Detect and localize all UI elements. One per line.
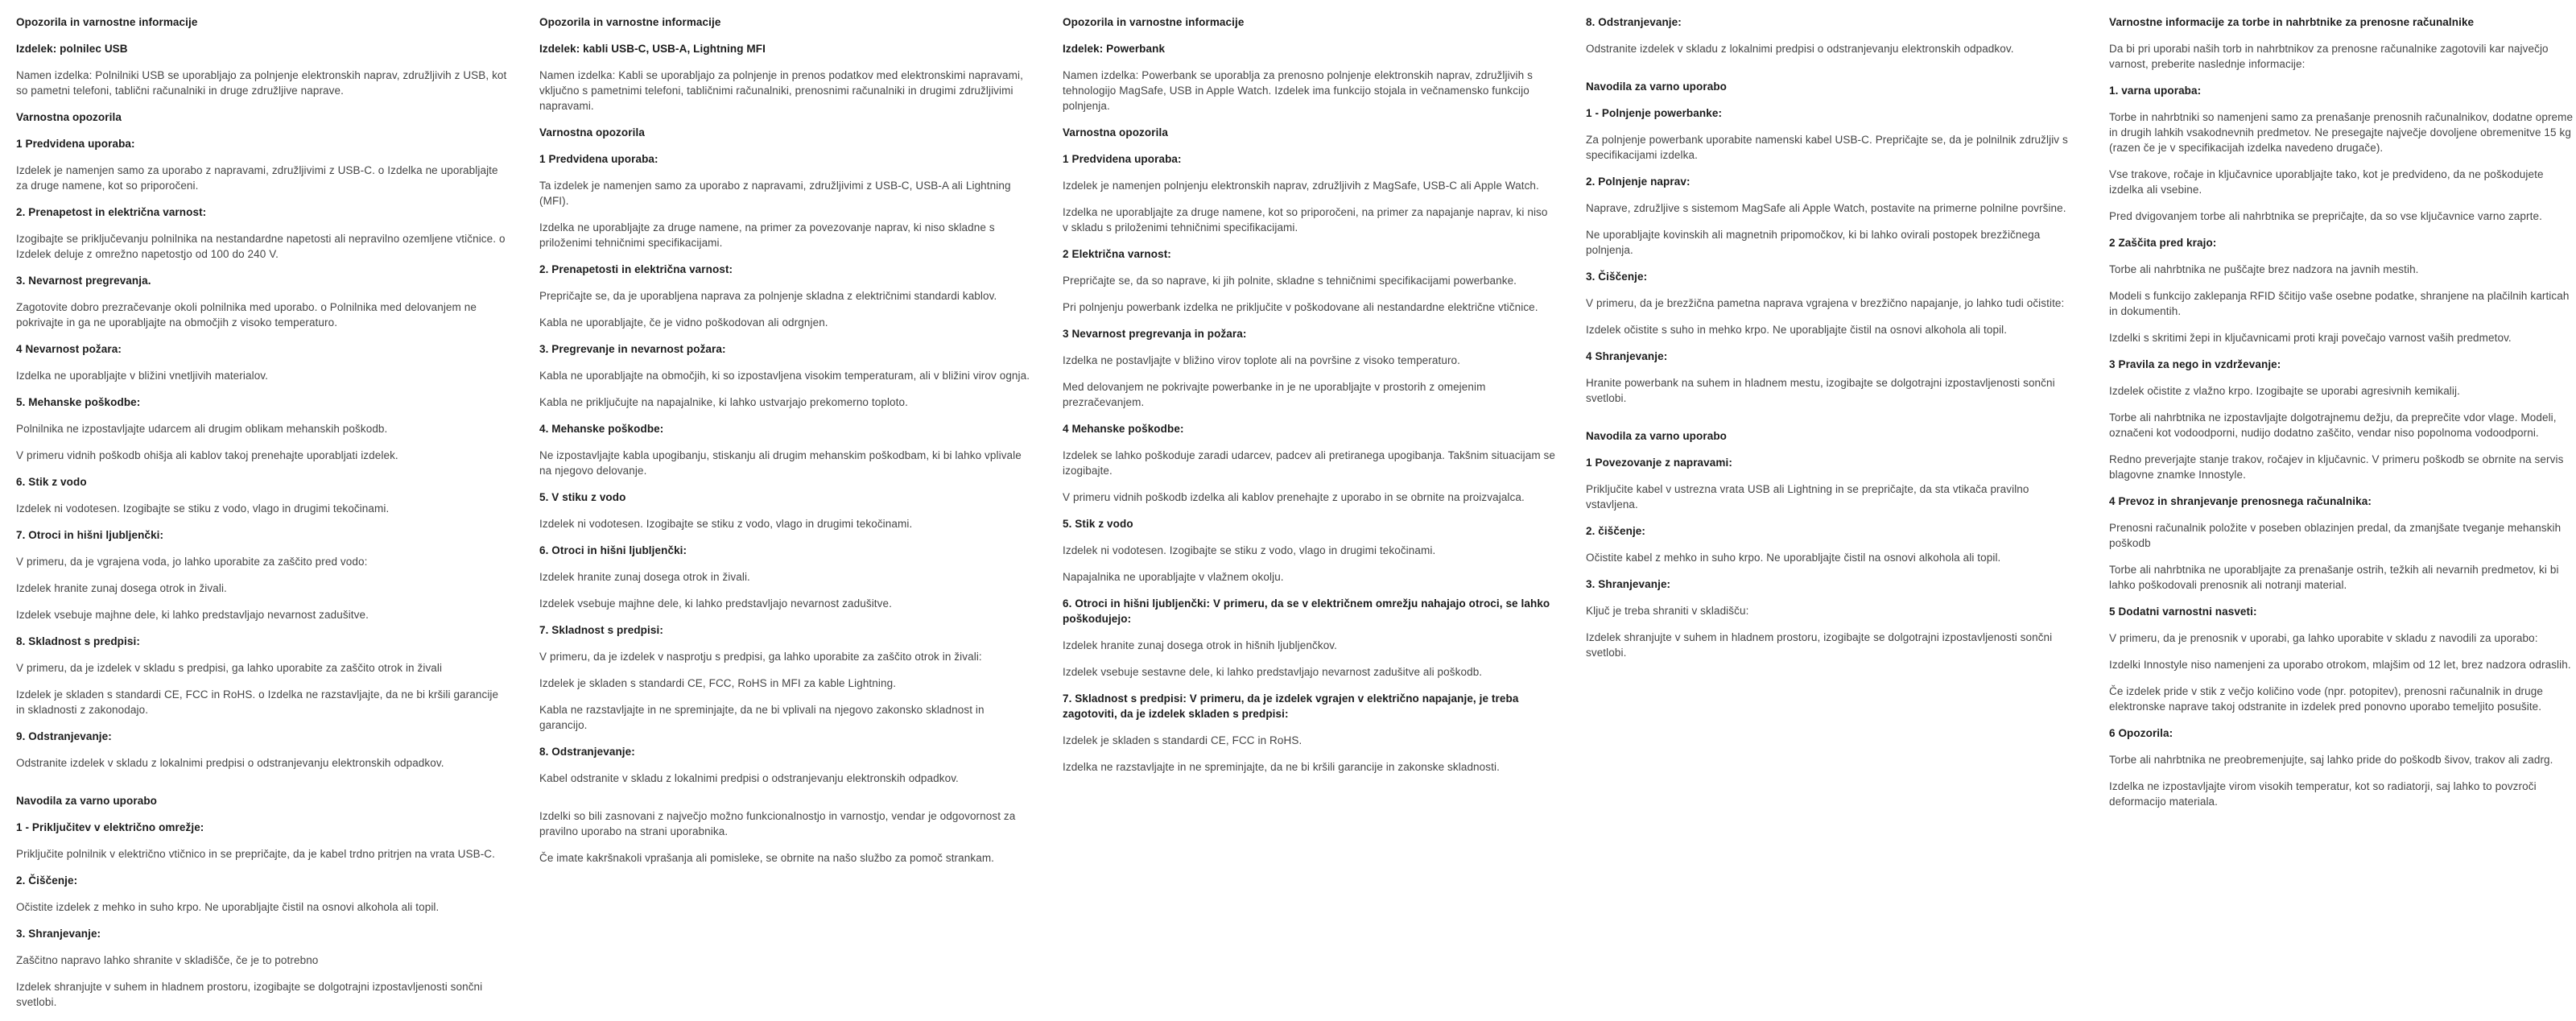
section-heading: 1 Predvidena uporaba: [1063,153,1182,165]
section-heading: 4. Mehanske poškodbe: [539,423,664,435]
paragraph: Izdelek vsebuje sestavne dele, ki lahko predstavljajo nevarnost zadušitve ali poškodb. [1063,666,1483,678]
paragraph: Izdelek shranjujte v suhem in hladnem prostoru, izogibajte se dolgotrajni izpostavljenosti sončni svetlobi. [1586,631,2053,659]
section-heading: Izdelek: Powerbank [1063,43,1166,55]
section-heading: 5. Mehanske poškodbe: [16,396,141,408]
paragraph: Kabla ne razstavljajte in ne spreminjajte, da ne bi vplivali na njegovo zakonsko skladnost in garancijo. [539,704,985,731]
paragraph: Torbe ali nahrbtnika ne puščajte brez nadzora na javnih mestih. [2109,263,2419,275]
section-heading: Navodila za varno uporabo [1586,81,1728,93]
paragraph: Izdelka ne postavljajte v bližino virov toplote ali na površine z visoko temperaturo. [1063,354,1460,366]
section-heading: 7. Skladnost s predpisi: V primeru, da je izdelek vgrajen v električno napajanje, je treba zagotoviti, da je izdelek skladen s predpisi: [1063,692,1519,720]
paragraph: Pred dvigovanjem torbe ali nahrbtnika se prepričajte, da so vse ključavnice varno zaprte. [2109,210,2542,222]
section-heading: 4 Nevarnost požara: [16,343,122,355]
paragraph: Prepričajte se, da so naprave, ki jih polnite, skladne s tehničnimi specifikacijami powerbanke. [1063,275,1517,287]
paragraph: Izdelek očistite z vlažno krpo. Izogibajte se uporabi agresivnih kemikalij. [2109,385,2460,397]
section-heading: 1 - Polnjenje powerbanke: [1586,107,1723,119]
paragraph: Naprave, združljive s sistemom MagSafe ali Apple Watch, postavite na primerne polnilne površine. [1586,202,2066,214]
section-heading: 6. Otroci in hišni ljubljenčki: [539,544,687,556]
paragraph: V primeru vidnih poškodb izdelka ali kablov prenehajte z uporabo in se obrnite na proizvajalca. [1063,491,1525,503]
column-cables-safety [539,14,1032,1021]
section-heading: Varnostna opozorila [16,111,122,123]
section-heading: 2 Zaščita pred krajo: [2109,237,2217,249]
paragraph: Ne izpostavljajte kabla upogibanju, stiskanju ali drugim mehanskim poškodbam, ki bi lahko vplivale na njegovo delovanje. [539,449,1022,477]
section-heading: Izdelek: kabli USB-C, USB-A, Lightning MFI [539,43,766,55]
section-heading: 2. Polnjenje naprav: [1586,176,1690,188]
section-heading: 3. Nevarnost pregrevanja. [16,275,151,287]
section-heading: Navodila za varno uporabo [1586,430,1728,442]
paragraph: Izogibajte se priključevanju polnilnika na nestandardne napetosti ali nepravilno ozemljene vtičnice. o Izdelek deluje z omrežno napetostjo od 100 do 240 V. [16,233,506,260]
paragraph: Torbe ali nahrbtnika ne izpostavljajte dolgotrajnemu dežju, da preprečite vdor vlage. Modeli, označeni kot vodoodporni, nudijo dodatno zaščito, vendar niso popolnoma vodoodporni. [2109,411,2557,439]
section-heading: 9. Odstranjevanje: [16,730,112,742]
paragraph: V primeru, da je prenosnik v uporabi, ga lahko uporabite v skladu z navodili za uporabo: [2109,632,2538,644]
section-heading: Opozorila in varnostne informacije [539,16,721,28]
paragraph: Polnilnika ne izpostavljajte udarcem ali drugim oblikam mehanskih poškodb. [16,423,388,435]
paragraph: Namen izdelka: Kabli se uporabljajo za polnjenje in prenos podatkov med elektronskimi napravami, vključno s pametnimi telefoni, tabličnimi računalniki, prenosnimi računalniki in drugimi združljivimi napravami. [539,69,1023,112]
paragraph: V primeru vidnih poškodb ohišja ali kablov takoj prenehajte uporabljati izdelek. [16,449,398,461]
paragraph: Med delovanjem ne pokrivajte powerbanke in je ne uporabljajte v prostorih z omejenim prezračevanjem. [1063,381,1486,408]
paragraph: V primeru, da je izdelek v skladu s predpisi, ga lahko uporabite za zaščito otrok in živali [16,662,443,674]
paragraph: Izdelek se lahko poškoduje zaradi udarcev, padcev ali pretiranega upogibanja. Takšnim situacijam se izogibajte. [1063,449,1556,477]
paragraph: Izdelki so bili zasnovani z največjo možno funkcionalnostjo in varnostjo, vendar je odgovornost za pravilno uporabo na strani uporabnika. [539,810,1016,837]
paragraph: Očistite izdelek z mehko in suho krpo. Ne uporabljajte čistil na osnovi alkohola ali topil. [16,901,440,913]
section-heading: 2 Električna varnost: [1063,248,1171,260]
paragraph: Namen izdelka: Powerbank se uporablja za prenosno polnjenje elektronskih naprav, združljivih s tehnologijo MagSafe, USB in Apple Watch. Izdelek ima funkcijo stojala in večnamensko funkcijo polnjenja. [1063,69,1533,112]
section-heading: Varnostne informacije za torbe in nahrbtnike za prenosne računalnike [2109,16,2475,28]
paragraph: Izdelek hranite zunaj dosega otrok in hišnih ljubljenčkov. [1063,639,1337,651]
paragraph: Izdelek je namenjen polnjenju elektronskih naprav, združljivih z MagSafe, USB-C ali Apple Watch. [1063,180,1539,192]
section-heading: Navodila za varno uporabo [16,795,158,807]
paragraph: Vse trakove, ročaje in ključavnice uporabljajte tako, kot je predvideno, da ne poškodujete izdelka ali vsebine. [2109,168,2544,196]
section-heading: 4 Shranjevanje: [1586,350,1668,362]
section-heading: 1 Predvidena uporaba: [539,153,658,165]
paragraph: V primeru, da je vgrajena voda, jo lahko uporabite za zaščito pred vodo: [16,556,368,568]
paragraph: Za polnjenje powerbank uporabite namenski kabel USB-C. Prepričajte se, da je polnilnik združljiv s specifikacijami izdelka. [1586,134,2068,161]
paragraph: Izdelek je skladen s standardi CE, FCC, RoHS in MFI za kable Lightning. [539,677,897,689]
section-heading: 2. Čiščenje: [16,874,78,887]
paragraph: Izdelka ne uporabljajte za druge namene, na primer za povezovanje naprav, ki niso skladne s priloženimi tehničnimi specifikacijami. [539,221,995,249]
paragraph: Izdelka ne razstavljajte in ne spreminjajte, da ne bi kršili garancije in zakonske skladnosti. [1063,761,1500,773]
section-heading: 3. Shranjevanje: [1586,578,1671,590]
section-heading: 8. Skladnost s predpisi: [16,635,140,647]
paragraph: Redno preverjajte stanje trakov, ročajev in ključavnic. V primeru poškodb se obrnite na servis blagovne znamke Innostyle. [2109,453,2564,481]
paragraph: Priključite kabel v ustrezna vrata USB ali Lightning in se prepričajte, da sta vtikača pravilno vstavljena. [1586,483,2029,510]
paragraph: Kabel odstranite v skladu z lokalnimi predpisi o odstranjevanju elektronskih odpadkov. [539,772,959,784]
section-heading: 5. Stik z vodo [1063,518,1133,530]
section-heading: 2. Prenapetost in električna varnost: [16,206,207,218]
section-heading: 8. Odstranjevanje: [539,746,635,758]
section-heading: Varnostna opozorila [539,126,645,138]
paragraph: Hranite powerbank na suhem in hladnem mestu, izogibajte se dolgotrajni izpostavljenosti sončni svetlobi. [1586,377,2055,404]
section-heading: 6. Stik z vodo [16,476,87,488]
paragraph: Napajalnika ne uporabljajte v vlažnem okolju. [1063,571,1284,583]
section-heading: 2. Prenapetosti in električna varnost: [539,263,733,275]
paragraph: Torbe ali nahrbtnika ne uporabljajte za prenašanje ostrih, težkih ali nevarnih predmetov, ki bi lahko poškodovali prenosnik ali notranji material. [2109,564,2559,591]
paragraph: Prenosni računalnik položite v poseben oblazinjen predal, da zmanjšate tveganje mehanskih poškodb [2109,522,2562,549]
section-heading: Varnostna opozorila [1063,126,1168,138]
paragraph: Izdelek ni vodotesen. Izogibajte se stiku z vodo, vlago in drugimi tekočinami. [16,502,390,515]
paragraph: Kabla ne uporabljajte na območjih, ki so izpostavljena visokim temperaturam, ali v bližini virov ognja. [539,370,1030,382]
section-heading: 1. varna uporaba: [2109,85,2202,97]
paragraph: Zagotovite dobro prezračevanje okoli polnilnika med uporabo. o Polnilnika med delovanjem ne pokrivajte in ga ne uporabljajte na območjih z visoko temperaturo. [16,301,477,329]
section-heading: 1 Povezovanje z napravami: [1586,457,1732,469]
section-heading: 4 Mehanske poškodbe: [1063,423,1184,435]
paragraph: V primeru, da je brezžična pametna naprava vgrajena v brezžično napajanje, jo lahko tudi očistite: [1586,297,2065,309]
section-heading: 3. Shranjevanje: [16,928,101,940]
paragraph: Pri polnjenju powerbank izdelka ne priključite v poškodovane ali nestandardne električne vtičnice. [1063,301,1538,313]
paragraph: Izdelka ne uporabljajte v bližini vnetljivih materialov. [16,370,269,382]
paragraph: Izdelki s skritimi žepi in ključavnicami proti kraji povečajo varnost vaših predmetov. [2109,332,2512,344]
paragraph: Zaščitno napravo lahko shranite v skladišče, če je to potrebno [16,954,319,966]
section-heading: 7. Skladnost s predpisi: [539,624,663,636]
section-heading: 1 - Priključitev v električno omrežje: [16,821,204,833]
paragraph: Izdelek ni vodotesen. Izogibajte se stiku z vodo, vlago in drugimi tekočinami. [1063,544,1436,556]
paragraph: Če izdelek pride v stik z večjo količino vode (npr. potopitev), prenosni računalnik in druge elektronske naprave takoj odstranite in izdelek pred ponovno uporabo temeljito posušite. [2109,685,2543,713]
paragraph: Izdelek je skladen s standardi CE, FCC in RoHS. o Izdelka ne razstavljajte, da ne bi kršili garancije in skladnosti z zakonodajo. [16,688,499,716]
paragraph: Izdelek hranite zunaj dosega otrok in živali. [16,582,227,594]
paragraph: Odstranite izdelek v skladu z lokalnimi predpisi o odstranjevanju elektronskih odpadkov. [16,757,444,769]
paragraph: Odstranite izdelek v skladu z lokalnimi predpisi o odstranjevanju elektronskih odpadkov. [1586,43,2014,55]
section-heading: 1 Predvidena uporaba: [16,138,135,150]
paragraph: Ta izdelek je namenjen samo za uporabo z napravami, združljivimi z USB-C, USB-A ali Lightning (MFI). [539,180,1011,207]
section-heading: 5 Dodatni varnostni nasveti: [2109,606,2257,618]
section-heading: 8. Odstranjevanje: [1586,16,1682,28]
section-heading: 6 Opozorila: [2109,727,2174,739]
paragraph: Torbe in nahrbtniki so namenjeni samo za prenašanje prenosnih računalnikov, dodatne opreme in drugih lahkih vsakodnevnih predmetov. Ne presegajte največje dovoljene obremenitve 15 kg (razen če je v specifikacijah izdelka navedeno drugače). [2109,111,2574,154]
paragraph: Izdelek vsebuje majhne dele, ki lahko predstavljajo nevarnost zadušitve. [16,609,369,621]
paragraph: Izdelek očistite s suho in mehko krpo. Ne uporabljajte čistil na osnovi alkohola ali topil. [1586,324,2008,336]
paragraph: Izdelek hranite zunaj dosega otrok in živali. [539,571,750,583]
section-heading: 3 Nevarnost pregrevanja in požara: [1063,328,1247,340]
paragraph: Izdelka ne izpostavljajte virom visokih temperatur, kot so radiatorji, saj lahko to povzroči deformacijo materiala. [2109,780,2537,808]
paragraph: Kabla ne priključujte na napajalnike, ki lahko ustvarjajo prekomerno toploto. [539,396,908,408]
section-heading: Opozorila in varnostne informacije [16,16,198,28]
paragraph: Izdelka ne uporabljajte za druge namene, kot so priporočeni, na primer za napajanje naprav, ki niso v skladu s priloženimi tehničnimi specifikacijami. [1063,206,1548,234]
section-heading: Izdelek: polnilec USB [16,43,128,55]
section-heading: 3. Čiščenje: [1586,271,1648,283]
section-heading: 4 Prevoz in shranjevanje prenosnega računalnika: [2109,495,2372,507]
paragraph: Očistite kabel z mehko in suho krpo. Ne uporabljajte čistil na osnovi alkohola ali topil. [1586,552,2001,564]
paragraph: Izdelek je namenjen samo za uporabo z napravami, združljivimi z USB-C. o Izdelka ne uporabljajte za druge namene, kot so priporočeni. [16,164,498,192]
column-laptop-bags-safety [2109,14,2576,1021]
paragraph: Izdelek shranjujte v suhem in hladnem prostoru, izogibajte se dolgotrajni izpostavljenosti sončni svetlobi. [16,981,483,1008]
paragraph: Če imate kakršnakoli vprašanja ali pomisleke, se obrnite na našo službo za pomoč strankam. [539,852,995,864]
column-powerbank-usage [1586,14,2079,1021]
paragraph: Prepričajte se, da je uporabljena naprava za polnjenje skladna z električnimi standardi kablov. [539,290,997,302]
paragraph: V primeru, da je izdelek v nasprotju s predpisi, ga lahko uporabite za zaščito otrok in živali: [539,651,982,663]
paragraph: Torbe ali nahrbtnika ne preobremenjujte, saj lahko pride do poškodb šivov, trakov ali zadrg. [2109,754,2553,766]
paragraph: Modeli s funkcijo zaklepanja RFID ščitijo vaše osebne podatke, shranjene na plačilnih karticah in dokumentih. [2109,290,2570,317]
section-heading: 6. Otroci in hišni ljubljenčki: V primeru, da se v električnem omrežju nahajajo otroci, se lahko poškodujejo: [1063,597,1550,625]
column-usb-charger-safety [16,14,509,1021]
paragraph: Izdelek ni vodotesen. Izogibajte se stiku z vodo, vlago in drugimi tekočinami. [539,518,913,530]
paragraph: Priključite polnilnik v električno vtičnico in se prepričajte, da je kabel trdno pritrjen na vrata USB-C. [16,848,496,860]
section-heading: Opozorila in varnostne informacije [1063,16,1245,28]
paragraph: Izdelki Innostyle niso namenjeni za uporabo otrokom, mlajšim od 12 let, brez nadzora odraslih. [2109,659,2571,671]
column-powerbank-safety [1063,14,1555,1021]
section-heading: 2. čiščenje: [1586,525,1645,537]
section-heading: 7. Otroci in hišni ljubljenčki: [16,529,164,541]
paragraph: Izdelek vsebuje majhne dele, ki lahko predstavljajo nevarnost zadušitve. [539,597,892,610]
paragraph: Izdelek je skladen s standardi CE, FCC in RoHS. [1063,734,1302,746]
paragraph: Da bi pri uporabi naših torb in nahrbtnikov za prenosne računalnike zagotovili kar največjo varnost, preberite naslednje informacije: [2109,43,2549,70]
paragraph: Kabla ne uporabljajte, če je vidno poškodovan ali odrgnjen. [539,316,828,329]
paragraph: Ključ je treba shraniti v skladišču: [1586,605,1749,617]
paragraph: Namen izdelka: Polnilniki USB se uporabljajo za polnjenje elektronskih naprav, združljivih z USB, kot so pametni telefoni, tablični računalniki in druge združljive naprave. [16,69,507,97]
paragraph: Ne uporabljajte kovinskih ali magnetnih pripomočkov, ki bi lahko ovirali postopek brezžičnega polnjenja. [1586,229,2041,256]
section-heading: 5. V stiku z vodo [539,491,626,503]
section-heading: 3 Pravila za nego in vzdrževanje: [2109,358,2281,370]
section-heading: 3. Pregrevanje in nevarnost požara: [539,343,726,355]
